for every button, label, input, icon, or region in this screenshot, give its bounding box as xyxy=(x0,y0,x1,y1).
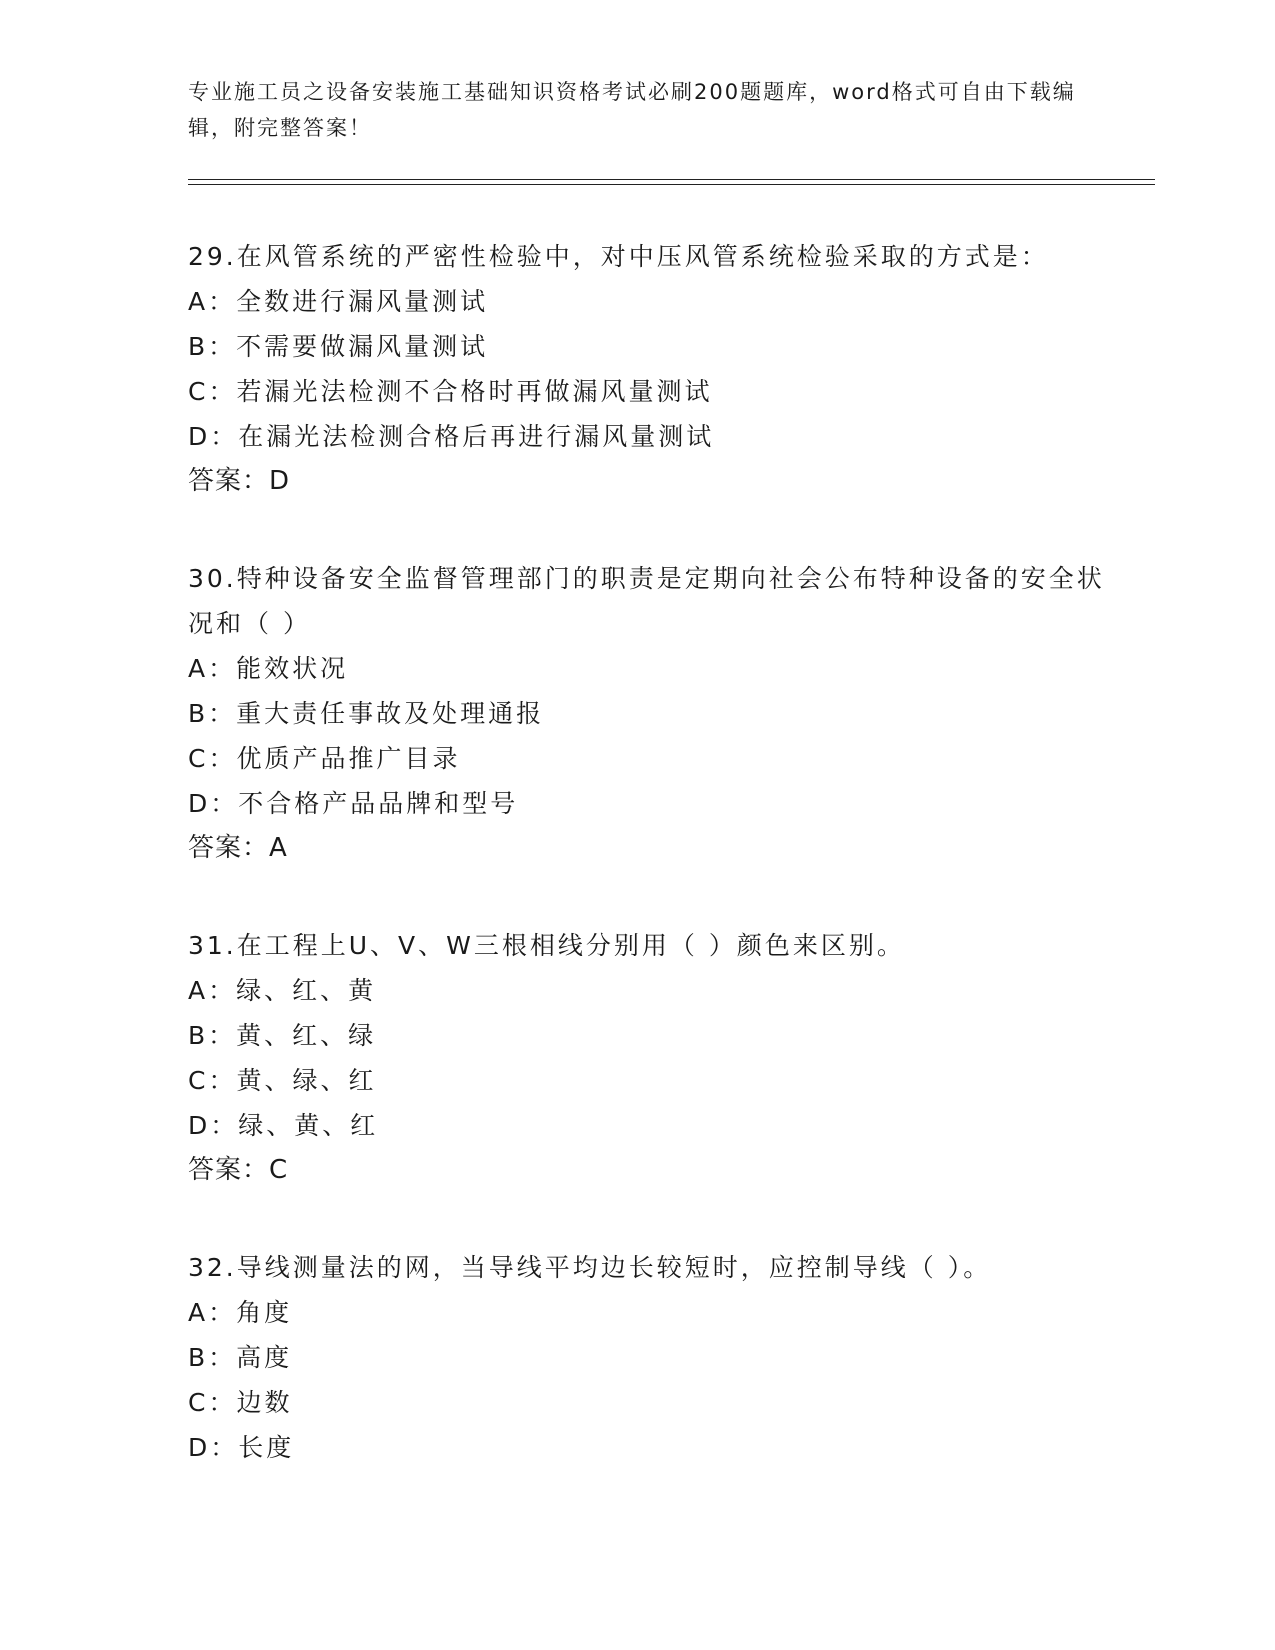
option-a: A：角度 xyxy=(188,1298,293,1327)
option-b: B：重大责任事故及处理通报 xyxy=(188,699,545,728)
option-d: D：在漏光法检测合格后再进行漏风量测试 xyxy=(188,422,715,451)
option-c: C：优质产品推广目录 xyxy=(188,744,461,773)
option-d: D：不合格产品品牌和型号 xyxy=(188,789,519,818)
option-d: D：长度 xyxy=(188,1433,295,1462)
option-a: A：能效状况 xyxy=(188,654,349,683)
question-stem: 30.特种设备安全监督管理部门的职责是定期向社会公布特种设备的安全状况和（ ） xyxy=(188,564,1105,638)
question-stem: 32.导线测量法的网，当导线平均边长较短时，应控制导线（ ）。 xyxy=(188,1253,992,1282)
answer-label: 答案：A xyxy=(188,833,288,863)
question-stem: 29.在风管系统的严密性检验中，对中压风管系统检验采取的方式是： xyxy=(188,242,1049,271)
question-29 xyxy=(188,234,1108,504)
option-c: C：边数 xyxy=(188,1388,293,1417)
option-b: B：不需要做漏风量测试 xyxy=(188,332,489,361)
header-divider-bottom xyxy=(188,184,1155,185)
question-list xyxy=(188,234,1108,1522)
option-a: A：全数进行漏风量测试 xyxy=(188,287,489,316)
document-header: 专业施工员之设备安装施工基础知识资格考试必刷200题题库，word格式可自由下载编辑，附完整答案！ xyxy=(188,80,1076,140)
option-a: A：绿、红、黄 xyxy=(188,976,377,1005)
question-31 xyxy=(188,923,1108,1193)
header-divider-top xyxy=(188,179,1155,180)
option-c: C：若漏光法检测不合格时再做漏风量测试 xyxy=(188,377,713,406)
answer-label: 答案：C xyxy=(188,1155,289,1185)
question-32 xyxy=(188,1245,1108,1470)
question-stem: 31.在工程上U、V、W三根相线分别用（ ）颜色来区别。 xyxy=(188,931,905,960)
option-b: B：黄、红、绿 xyxy=(188,1021,377,1050)
question-30 xyxy=(188,556,1108,871)
option-d: D：绿、黄、红 xyxy=(188,1111,379,1140)
answer-label: 答案：D xyxy=(188,466,291,496)
option-c: C：黄、绿、红 xyxy=(188,1066,377,1095)
option-b: B：高度 xyxy=(188,1343,293,1372)
